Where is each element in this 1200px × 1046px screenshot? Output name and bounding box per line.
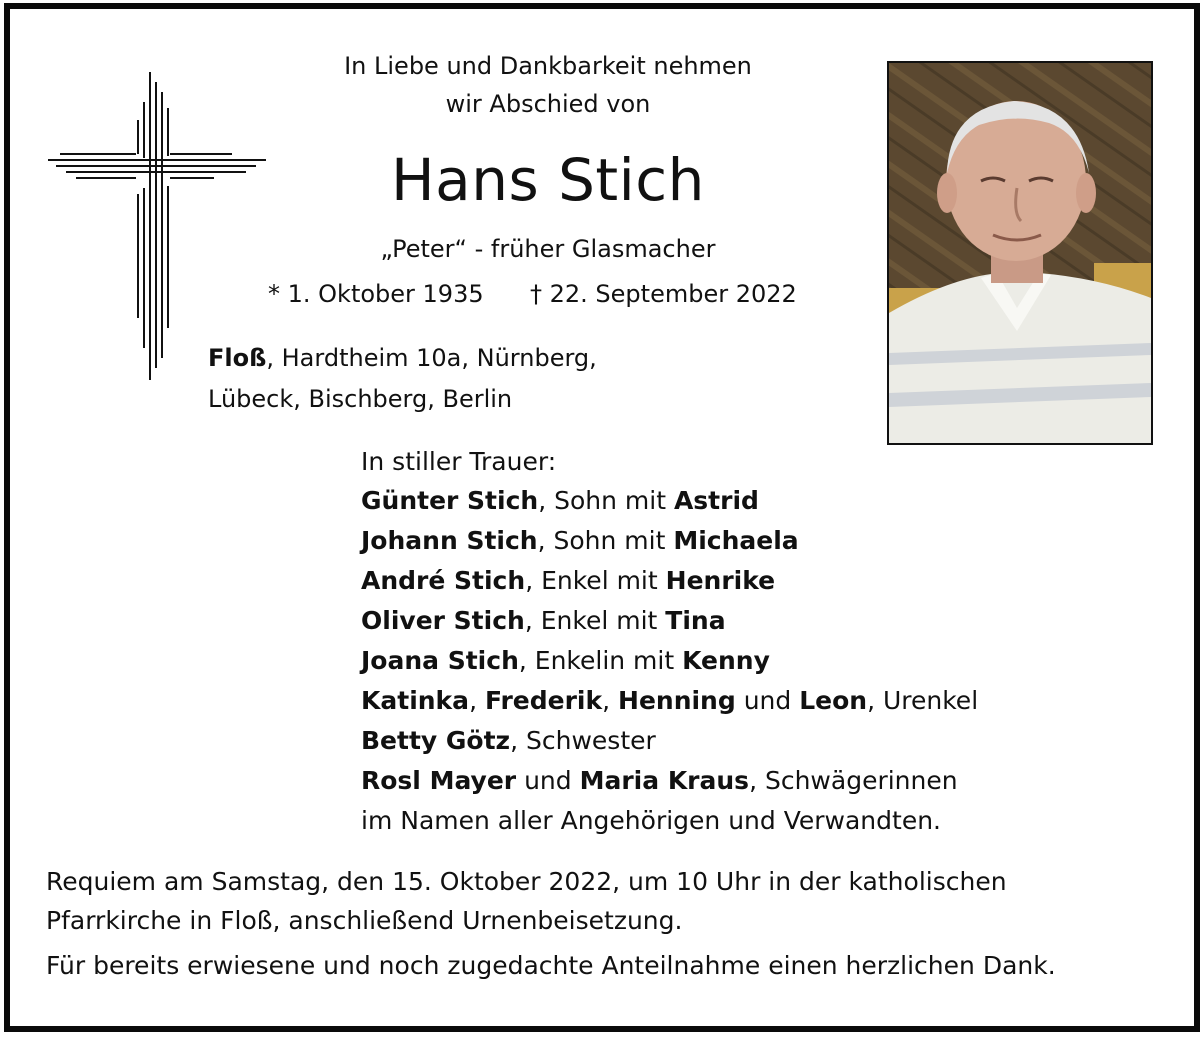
- mourner-text: , Urenkel: [867, 686, 979, 715]
- mourner-name: Henning: [618, 686, 736, 715]
- mourner-name: Betty Götz: [361, 726, 511, 755]
- mourner-text: , Enkel mit: [525, 566, 666, 595]
- mourner-name: Leon: [799, 686, 868, 715]
- mourner-line: [361, 521, 978, 561]
- mourner-name: Katinka: [361, 686, 470, 715]
- mourner-list: [361, 481, 978, 841]
- mourner-name: Frederik: [484, 686, 603, 715]
- intro-line-2: wir Abschied von: [445, 90, 651, 118]
- places-line-2: Lübeck, Bischberg, Berlin: [208, 385, 513, 413]
- mourner-name: Michaela: [673, 526, 799, 555]
- mourner-text: , Sohn mit: [537, 526, 674, 555]
- requiem-line-1: Requiem am Samstag, den 15. Oktober 2022, um 10 Uhr in der katholischen: [46, 867, 1007, 896]
- mourner-line: [361, 721, 978, 761]
- mourner-line: [361, 641, 978, 681]
- mourner-name: Johann Stich: [361, 526, 538, 555]
- mourner-name: Henrike: [665, 566, 776, 595]
- places-line-1: [208, 343, 597, 373]
- mourner-text: im Namen aller Angehörigen und Verwandten.: [361, 806, 941, 835]
- thanks-line: Für bereits erwiesene und noch zugedachte Anteilnahme einen herzlichen Dank.: [46, 951, 1056, 980]
- mourner-line: [361, 801, 978, 841]
- mourner-name: Astrid: [673, 486, 759, 515]
- mourner-name: André Stich: [361, 566, 526, 595]
- portrait-photo: [887, 61, 1153, 445]
- requiem-line-2: Pfarrkirche in Floß, anschließend Urnenbeisetzung.: [46, 906, 683, 935]
- mourner-text: und: [516, 766, 580, 795]
- mourner-text: , Enkelin mit: [518, 646, 683, 675]
- mourner-text: und: [735, 686, 800, 715]
- cross-icon: [46, 68, 268, 382]
- mourner-text: , Schwägerinnen: [749, 766, 958, 795]
- intro-line-1: In Liebe und Dankbarkeit nehmen: [344, 52, 752, 80]
- mourner-name: Rosl Mayer: [361, 766, 517, 795]
- mourner-text: , Sohn mit: [538, 486, 674, 515]
- birth-date: * 1. Oktober 1935: [268, 280, 484, 308]
- mourner-name: Kenny: [682, 646, 770, 675]
- mourner-line: [361, 481, 978, 521]
- mourner-name: Günter Stich: [361, 486, 539, 515]
- mourner-line: [361, 601, 978, 641]
- place-floss: Floß: [208, 344, 267, 372]
- deceased-name: Hans Stich: [391, 146, 705, 214]
- mourner-text: , Enkel mit: [524, 606, 666, 635]
- mourner-line: [361, 681, 978, 721]
- nickname-occupation: „Peter“ - früher Glasmacher: [380, 235, 716, 263]
- mourner-name: Tina: [665, 606, 726, 635]
- mourner-line: [361, 761, 978, 801]
- mourner-text: ,: [469, 686, 485, 715]
- mourner-name: Oliver Stich: [361, 606, 525, 635]
- portrait-illustration: [889, 63, 1151, 443]
- mourner-line: [361, 561, 978, 601]
- mourner-text: ,: [602, 686, 619, 715]
- mourners-heading: In stiller Trauer:: [361, 447, 557, 476]
- death-date: † 22. September 2022: [530, 280, 797, 308]
- mourner-name: Joana Stich: [361, 646, 519, 675]
- mourner-name: Maria Kraus: [579, 766, 750, 795]
- places-line-1-rest: , Hardtheim 10a, Nürnberg,: [266, 344, 597, 372]
- mourner-text: , Schwester: [510, 726, 656, 755]
